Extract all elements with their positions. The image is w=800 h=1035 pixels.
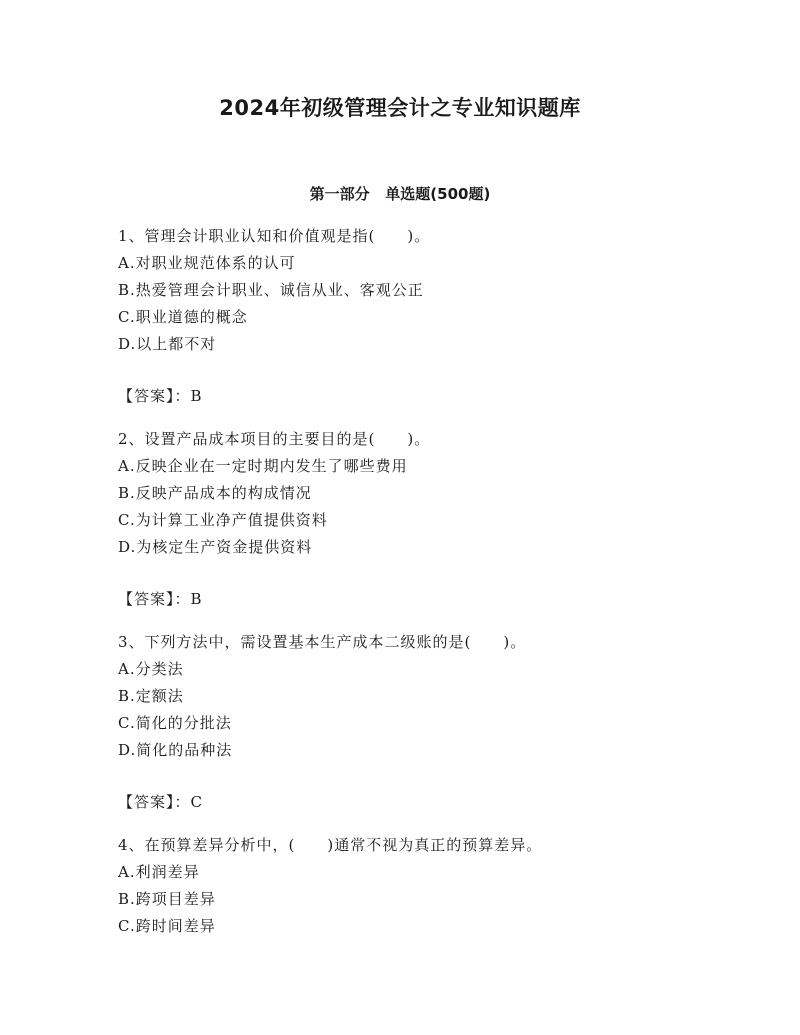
document-title: 2024年初级管理会计之专业知识题库 [219, 96, 581, 120]
option-c: C.简化的分批法 [118, 714, 232, 732]
option-b: B.跨项目差异 [118, 890, 216, 908]
question-list [118, 223, 718, 940]
option-d: D.为核定生产资金提供资料 [118, 538, 313, 556]
question-stem: 2、设置产品成本项目的主要目的是( )。 [118, 430, 431, 448]
option-c: C.职业道德的概念 [118, 308, 248, 326]
option-a: A.对职业规范体系的认可 [118, 254, 296, 272]
option-b: B.反映产品成本的构成情况 [118, 484, 312, 502]
question-1 [118, 223, 718, 410]
question-4 [118, 832, 718, 940]
section-title: 第一部分 单选题(500题) [309, 185, 491, 203]
option-d: D.简化的品种法 [118, 741, 233, 759]
question-stem: 3、下列方法中，需设置基本生产成本二级账的是( )。 [118, 633, 527, 651]
option-c: C.跨时间差异 [118, 917, 216, 935]
option-c: C.为计算工业净产值提供资料 [118, 511, 328, 529]
question-stem: 4、在预算差异分析中，( )通常不视为真正的预算差异。 [118, 836, 543, 854]
option-a: A.反映企业在一定时期内发生了哪些费用 [118, 457, 408, 475]
option-d: D.以上都不对 [118, 335, 217, 353]
answer-line: 【答案】：B [118, 590, 203, 608]
answer-line: 【答案】：C [118, 793, 203, 811]
option-b: B.定额法 [118, 687, 184, 705]
option-a: A.分类法 [118, 660, 184, 678]
option-a: A.利润差异 [118, 863, 200, 881]
question-2 [118, 426, 718, 613]
question-3 [118, 629, 718, 816]
question-stem: 1、管理会计职业认知和价值观是指( )。 [118, 227, 431, 245]
option-b: B.热爱管理会计职业、诚信从业、客观公正 [118, 281, 424, 299]
answer-line: 【答案】：B [118, 387, 203, 405]
